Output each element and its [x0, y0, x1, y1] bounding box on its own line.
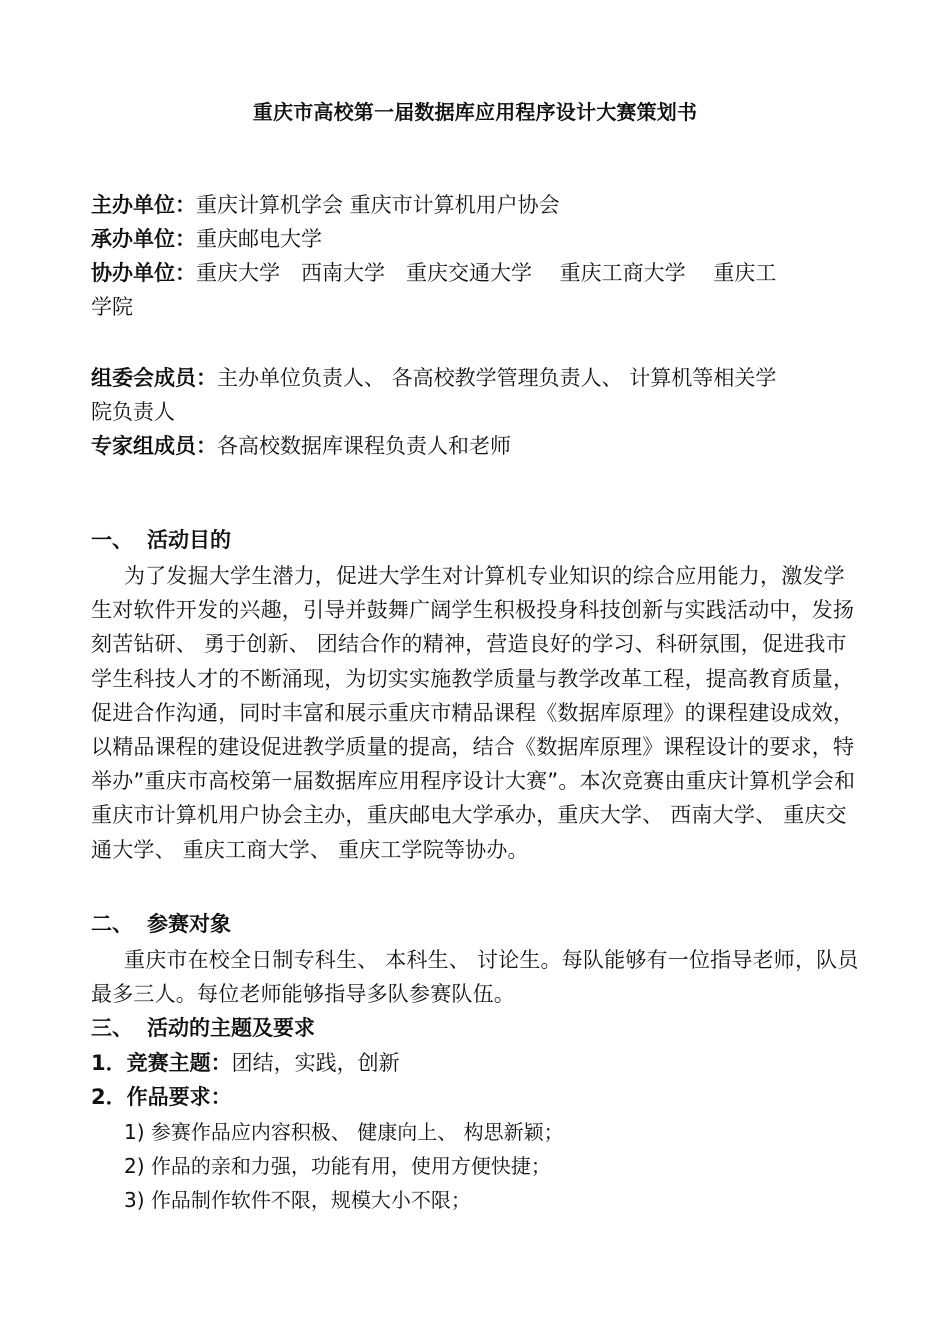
item-2: [91, 1080, 859, 1114]
members-line2: 院负责人: [91, 400, 175, 424]
section-3-title: 活动的主题及要求: [147, 1016, 315, 1040]
experts-line: [91, 429, 859, 463]
co-value-line1: 重庆大学 西南大学 重庆交通大学 重庆工商大学 重庆工: [196, 261, 777, 285]
experts-label: 专家组成员：: [91, 434, 217, 458]
section-1-number: 一、: [91, 528, 133, 552]
item-2-label: 作品要求：: [126, 1085, 232, 1109]
section-1-body: 为了发掘大学生潜力，促进大学生对计算机专业知识的综合应用能力，激发学生对软件开发的兴趣，引导并鼓舞广阔学生积极投身科技创新与实践活动中，发扬刻苦钻研、 勇于创新、 团结合作的精神，营造良好的学习、科研氛围，促进我市学生科技人才的不断涌现，为切实实施教学质量与教学改革工程，提高教育质量，促进合作沟通，同时丰富和展示重庆市精品课程《数据库原理》的课程建设成效，以精品课程的建设促进教学质量的提高，结合《数据库原理》课程设计的要求，特举办”重庆市高校第一届数据库应用程序设计大赛”。本次竞赛由重庆计算机学会和重庆市计算机用户协会主办，重庆邮电大学承办，重庆大学、 西南大学、 重庆交通大学、 重庆工商大学、 重庆工学院等协办。: [91, 564, 856, 862]
undertake-line: [91, 222, 859, 256]
item-2-number: 2．: [91, 1085, 127, 1109]
co-label: 协办单位：: [91, 261, 196, 285]
item-1-label: 竞赛主题：: [126, 1051, 232, 1075]
members-label: 组委会成员：: [91, 366, 217, 390]
section-2-title: 参赛对象: [147, 912, 231, 936]
section-1-heading: [91, 523, 231, 557]
members-line: [91, 361, 859, 395]
section-3-heading: [91, 1011, 315, 1045]
section-2-heading: [91, 907, 231, 941]
requirement-3: 3) 作品制作软件不限，规模大小不限；: [124, 1188, 471, 1212]
undertake-label: 承办单位：: [91, 227, 196, 251]
host-label: 主办单位：: [91, 193, 196, 217]
requirement-1: 1) 参赛作品应内容积极、 健康向上、 构思新颖；: [124, 1120, 564, 1144]
item-1-value: 团结，实践，创新: [231, 1051, 400, 1075]
item-1-number: 1．: [91, 1051, 127, 1075]
page-title: 重庆市高校第一届数据库应用程序设计大赛策划书: [252, 100, 698, 124]
section-2-number: 二、: [91, 912, 133, 936]
experts-value: 各高校数据库课程负责人和老师: [217, 434, 511, 458]
section-1-title: 活动目的: [147, 528, 231, 552]
members-line1: 主办单位负责人、 各高校教学管理负责人、 计算机等相关学: [217, 366, 777, 390]
section-3-number: 三、: [91, 1016, 133, 1040]
undertake-value: 重庆邮电大学: [196, 227, 322, 251]
organizers-block: [91, 188, 859, 324]
co-value-line2: 学院: [91, 295, 133, 319]
committee-block: [91, 361, 859, 463]
co-line: [91, 256, 859, 290]
item-1: [91, 1046, 859, 1080]
section-2-body: 重庆市在校全日制专科生、 本科生、 讨论生。每队能够有一位指导老师，队员最多三人。每位老师能够指导多队参赛队伍。: [91, 948, 859, 1007]
requirement-2: 2) 作品的亲和力强，功能有用，使用方便快捷；: [124, 1154, 551, 1178]
host-value: 重庆计算机学会 重庆市计算机用户协会: [196, 193, 560, 217]
host-line: [91, 188, 859, 222]
